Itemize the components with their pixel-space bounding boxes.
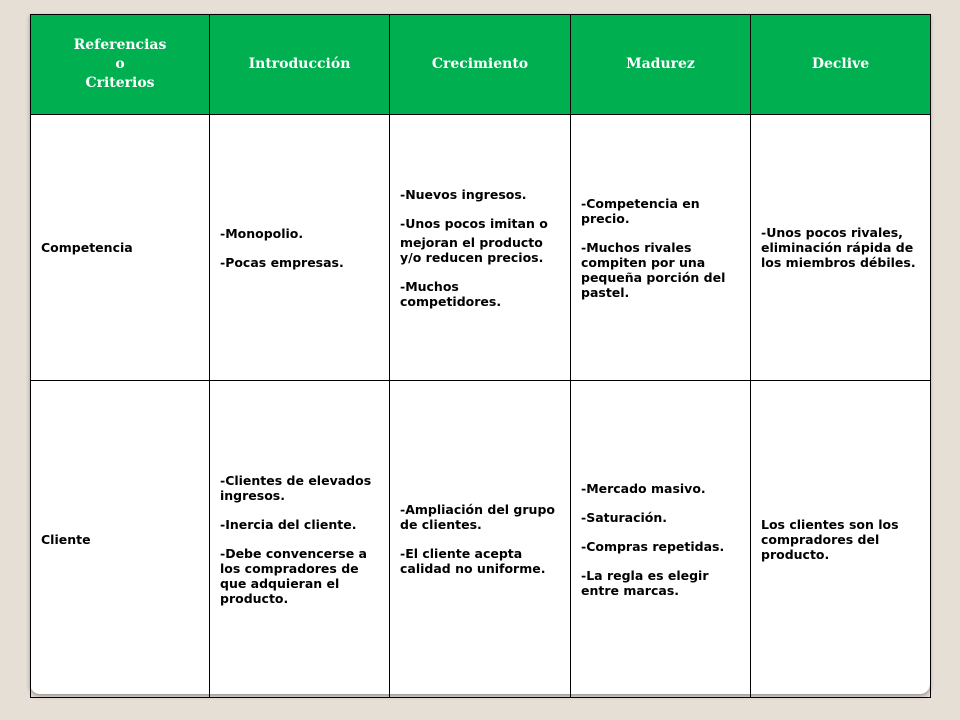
- product-life-cycle-table: [30, 14, 931, 698]
- table-row-competencia: [31, 115, 931, 381]
- cell-cliente-madurez: -Mercado masivo. -Saturación. -Compras repetidas. -La regla es elegir entre marcas.: [571, 381, 751, 698]
- cell-competencia-madurez: -Competencia en precio. -Muchos rivales compiten por una pequeña porción del pastel.: [571, 115, 751, 381]
- header-row: [31, 15, 931, 115]
- header-introduccion: Introducción: [210, 15, 390, 115]
- row-label-competencia: Competencia: [31, 115, 210, 381]
- cell-competencia-crecimiento: -Nuevos ingresos. -Unos pocos imitan o mejoran el producto y/o reducen precios. -Muchos competidores.: [390, 115, 571, 381]
- cell-cliente-introduccion: -Clientes de elevados ingresos. -Inercia del cliente. -Debe convencerse a los compradores de que adquieran el producto.: [210, 381, 390, 698]
- row-label-cliente: Cliente: [31, 381, 210, 698]
- table-row-cliente: [31, 381, 931, 698]
- header-declive: Declive: [751, 15, 931, 115]
- header-madurez: Madurez: [571, 15, 751, 115]
- cell-cliente-declive: Los clientes son los compradores del producto.: [751, 381, 931, 698]
- cell-competencia-declive: -Unos pocos rivales, eliminación rápida de los miembros débiles.: [751, 115, 931, 381]
- cell-competencia-introduccion: -Monopolio. -Pocas empresas.: [210, 115, 390, 381]
- cell-cliente-crecimiento: -Ampliación del grupo de clientes. -El cliente acepta calidad no uniforme.: [390, 381, 571, 698]
- header-criteria: Referencias o Criterios: [31, 15, 210, 115]
- header-crecimiento: Crecimiento: [390, 15, 571, 115]
